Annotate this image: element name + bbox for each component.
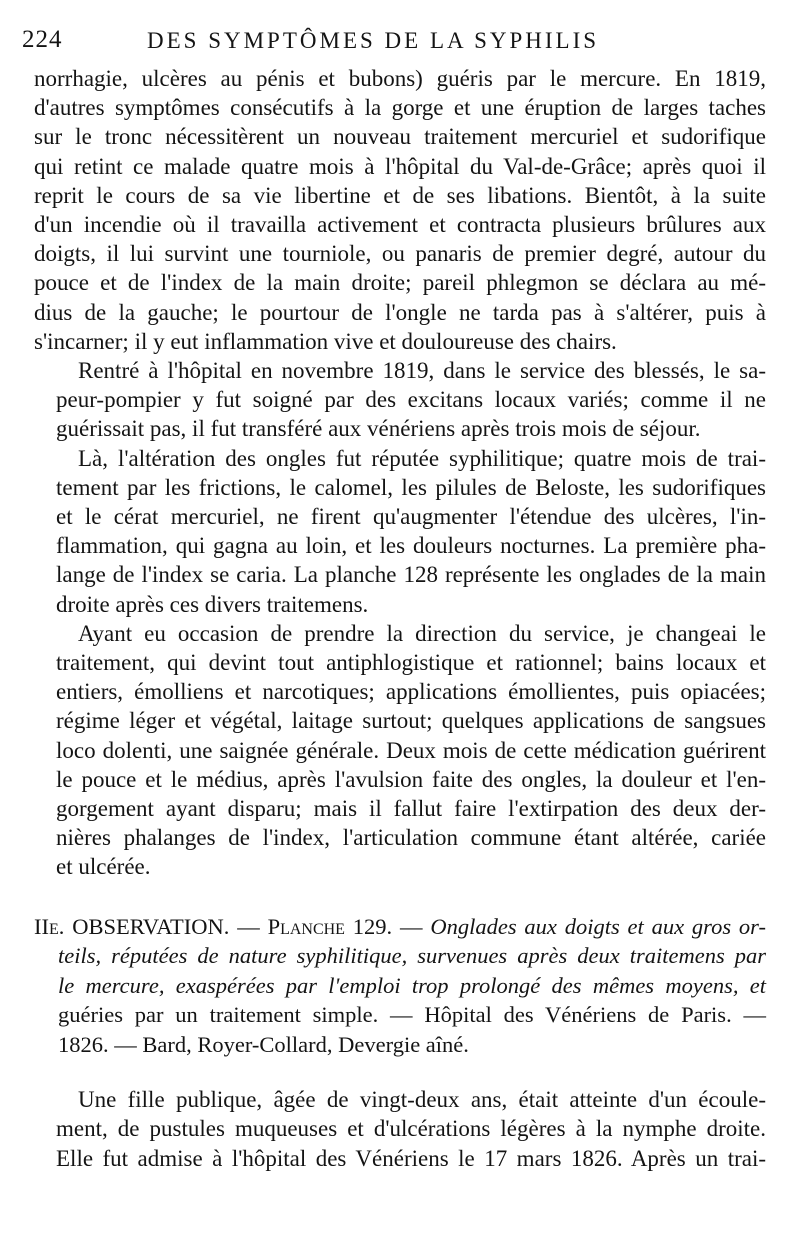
plate-reference: — Planche 129. — xyxy=(237,913,423,939)
text-line: d'autres symptômes consécutifs à la gorge et une éruption de larges taches xyxy=(34,95,766,121)
text-line: ment, de pustules muqueuses et d'ulcérations légères à la nymphe droite. xyxy=(56,1116,766,1142)
text-line: norrhagie, ulcères au pénis et bubons) guéris par le mercure. En 1819, xyxy=(34,66,766,91)
text-line: régime léger et végétal, laitage surtout; quelques applications de sangsues xyxy=(56,708,766,734)
running-title: DES SYMPTÔMES DE LA SYPHILIS xyxy=(147,28,600,53)
observation-number: IIe. OBSERVATION. xyxy=(34,913,230,939)
text-line: et ulcérée. xyxy=(56,854,151,880)
observation-line: guéries par un traitement simple. — Hôpital des Vénériens de Paris. — xyxy=(58,1002,766,1028)
paragraph-3 xyxy=(34,444,766,619)
text-line: nières phalanges de l'index, l'articulation commune étant altérée, cariée xyxy=(56,825,766,851)
page-header xyxy=(22,26,770,60)
text-line: Là, l'altération des ongles fut réputée syphilitique; quatre mois de trai- xyxy=(78,445,766,471)
body-text xyxy=(34,64,766,1173)
page-number: 224 xyxy=(22,26,63,53)
observation-heading xyxy=(34,912,766,1060)
text-line: lange de l'index se caria. La planche 128 représente les onglades de la main xyxy=(56,562,766,588)
text-line: doigts, il lui survint une tourniole, ou panaris de premier degré, autour du xyxy=(34,241,766,267)
text-line: d'un incendie où il travailla activement et contracta plusieurs brûlures aux xyxy=(34,212,766,238)
text-line: traitement, qui devint tout antiphlogistique et rationnel; bains locaux et xyxy=(56,650,766,676)
observation-title: Onglades aux doigts et aux gros or- xyxy=(430,913,766,939)
text-line: gorgement ayant disparu; mais il fallut faire l'extirpation des deux der- xyxy=(56,796,766,822)
text-line: reprit le cours de sa vie libertine et de ses libations. Bientôt, à la suite xyxy=(34,182,766,208)
text-line: guérissait pas, il fut transféré aux vénériens après trois mois de séjour. xyxy=(56,416,701,442)
text-line: dius de la gauche; le pourtour de l'ongle ne tarda pas à s'altérer, puis à xyxy=(34,299,766,325)
paragraph-1 xyxy=(34,64,766,356)
observation-first-line xyxy=(34,912,766,942)
text-line: peur-pompier y fut soigné par des excitans locaux variés; comme il ne xyxy=(56,387,766,413)
text-line: flammation, qui gagna au loin, et les douleurs nocturnes. La première pha- xyxy=(56,533,766,559)
paragraph-final xyxy=(34,1085,766,1173)
text-line: s'incarner; il y eut inflammation vive et douloureuse des chairs. xyxy=(34,328,617,354)
text-line: qui retint ce malade quatre mois à l'hôpital du Val-de-Grâce; après quoi il xyxy=(34,153,766,179)
text-line: droite après ces divers traitemens. xyxy=(56,591,369,617)
text-line: entiers, émolliens et narcotiques; applications émollientes, puis opiacées; xyxy=(56,679,766,705)
observation-line: le mercure, exaspérées par l'emploi trop prolongé des mêmes moyens, et xyxy=(58,972,766,998)
observation-line: 1826. — Bard, Royer-Collard, Devergie aîné. xyxy=(58,1031,469,1057)
paragraph-4 xyxy=(34,619,766,882)
text-line: loco dolenti, une saignée générale. Deux mois de cette médication guérirent xyxy=(56,737,766,763)
observation-line: teils, réputées de nature syphilitique, survenues après deux traitemens par xyxy=(58,943,766,969)
text-line: Ayant eu occasion de prendre la direction du service, je changeai le xyxy=(78,620,766,646)
text-line: tement par les frictions, le calomel, les pilules de Beloste, les sudorifiques xyxy=(56,474,766,500)
text-line: et le cérat mercuriel, ne firent qu'augmenter l'étendue des ulcères, l'in- xyxy=(56,504,766,530)
text-line: sur le tronc nécessitèrent un nouveau traitement mercuriel et sudorifique xyxy=(34,124,766,150)
text-line: Une fille publique, âgée de vingt-deux ans, était atteinte d'un écoule- xyxy=(78,1087,766,1113)
paragraph-2 xyxy=(34,356,766,444)
text-line: le pouce et le médius, après l'avulsion faite des ongles, la douleur et l'en- xyxy=(56,766,766,792)
text-line: Elle fut admise à l'hôpital des Vénériens le 17 mars 1826. Après un trai- xyxy=(56,1145,766,1171)
text-line: pouce et de l'index de la main droite; pareil phlegmon se déclara au mé- xyxy=(34,270,766,296)
text-line: Rentré à l'hôpital en novembre 1819, dans le service des blessés, le sa- xyxy=(78,358,766,384)
